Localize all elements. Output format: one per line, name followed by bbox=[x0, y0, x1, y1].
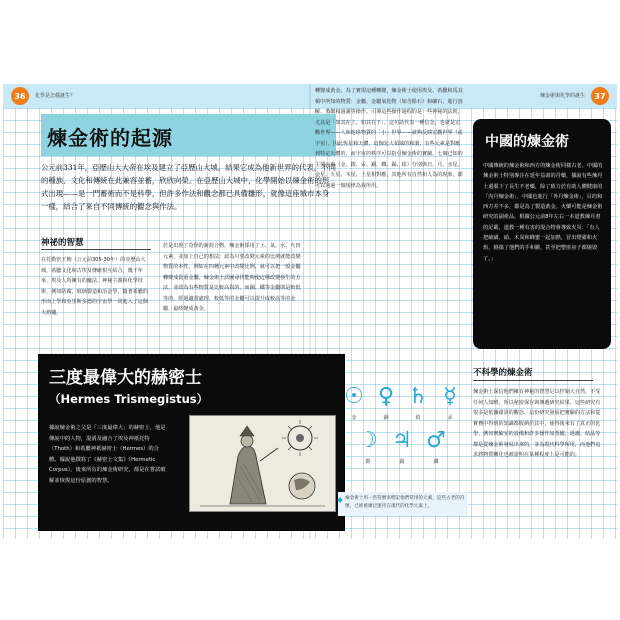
hermes-box bbox=[38, 354, 345, 531]
title-box bbox=[41, 114, 336, 156]
left-running-title: 化學是怎樣誕生？ bbox=[35, 93, 76, 99]
symbol-label: 金 bbox=[351, 415, 357, 421]
heading-rule bbox=[41, 249, 151, 250]
venus-symbol-icon: ♀ bbox=[377, 384, 395, 409]
symbols-caption: 煉金術士用一些符號來標記他們常用的元素，這些古老的符號，已經被廣泛運用在現代的化學元素上。 bbox=[345, 496, 465, 509]
right-page-number: 37 bbox=[591, 87, 609, 105]
symbol-label: 銅 bbox=[383, 415, 389, 421]
mercury-symbol-icon: ☿ bbox=[443, 384, 457, 409]
hermes-subtitle: （Hermes Trismegistus） bbox=[49, 392, 209, 406]
moon-symbol-icon: ☽ bbox=[358, 428, 378, 453]
hermes-engraving-image bbox=[189, 415, 336, 512]
unscientific-heading: 不科學的煉金術 bbox=[473, 368, 533, 378]
symbol-label: 鐵 bbox=[433, 459, 439, 465]
saturn-symbol-icon: ♄ bbox=[408, 384, 428, 409]
jupiter-symbol-icon: ♃ bbox=[392, 428, 412, 453]
symbols-caption-box bbox=[338, 492, 468, 516]
heading-rule bbox=[473, 380, 593, 381]
mystic-column-b: 於是出現了奇怪的新混合物。煉金術採用了土、氣、水、火四元素，並加上自己的想法：認為只要改變元素的比例就能改變物質的本性。例如在四種元素中改變比例，就可以把一般金屬轉變成貴重金屬。煉金術士試圖尋找能夠使這種改變發生的方法，並認為有些物質是比較高貴的，而銅、鐵等金屬則是較低等的，經過適當處理，較低等的金屬可以提升成較高等的金屬，最終變成黃金。 bbox=[163, 243, 301, 312]
sun-symbol-icon: ☉ bbox=[344, 384, 364, 409]
mystic-column-a: 在托勒密王朝（公元前305-30年）的亞歷山大城，希臘文化和古埃及傳統相互結合。幾千年來，埃及人所擁有的魔法、神秘主義和化學技術，例如防腐、玻璃製造和冶金學，隨著希臘的形而上學和亞里斯多德的宇宙學一同進入了這個大熔爐。 bbox=[41, 257, 148, 316]
unscientific-text: 煉金術士深信他們擁有神秘的智慧足以控制大自然，不受任何人知曉，所以秘密保存與傳遞研究結果。這些研究有很多是依據錯誤的觀念，這份研究發展把實驗的方法和從實務中得到的知識都收納於其中，使得後來有了真正的化學。例如實驗室的設備和許多操作如蒸餾、過濾、結晶等都是從煉金術發展出來的，並為現代科學所用，而他們追求將物質轉化也被證明在某種程度上是可能的。 bbox=[473, 389, 601, 458]
symbol-label: 鉛 bbox=[415, 415, 421, 421]
symbol-label: 銀 bbox=[365, 459, 371, 465]
china-alchemy-box bbox=[473, 119, 611, 349]
hermes-text: 據說煉金術之父是「三度最偉大」的赫密士，他是傳說中的人物，混淆及融合了埃及神祇托特（Thoth）和希臘神祇赫密士（Hermes）的合體。據說他撰寫了《赫密士文集》（Hermetic Corpus），後來所有的煉金術研究，都是在嘗試破解並恢復這份原創的智慧。 bbox=[49, 425, 166, 484]
intro-paragraph: 公元前331年，亞歷山大大帝在埃及建立了亞歷山大城。結果它成為他新世界的代表，不同的種族、文化和傳統在此兼容並蓄，欣欣向榮。在亞歷山大城中，化學開始以煉金術的形式出現——是一門蓄術而不是科學，但許多作法和觀念都已具備雛形，就像這座城市本身一樣，結合了來自不同傳統的觀念與作法。 bbox=[41, 163, 336, 211]
mars-symbol-icon: ♂ bbox=[426, 428, 446, 453]
symbol-label: 汞 bbox=[447, 415, 453, 421]
mystic-heading: 神祕的智慧 bbox=[41, 238, 84, 248]
china-text: 中國傳統的煉金術和西方的煉金術同樣古老。中國的煉金術士特別專注在延年益壽的丹藥，據說有些煉丹士還服下了長生不老藥，除了致力於有助人體健康的「內丹煉金術」，中國也進行「外丹煉金術」，目的和西方差不多，都是為了製造黃金。火藥可能是煉金術研究的副產品，根據公元前8年左右一本道教練丹書的記載，道教一種有害的混合物會導致火災：「有人把硫磺、硝、木炭和蜂蜜一起加熱，冒出煙霧和火焰，燒傷了他們的手和臉，甚至把整座房子都燒毀了。」 bbox=[483, 163, 603, 262]
right-column-text: 轉變成黃金。為了實現這種轉變，煉金術士使用埃及、希臘和馬其頓中所知的物質：金屬、金屬氧化物（如含鉛石）和礦石，進行溶解、蒸餾和過濾等操作。引導這些操作過程的是一些神秘的法則，尤其是「如其在上，如其在下」。這句話代表一種信念，也就是宏觀世界——人和地球物質的「小」世界——就夠反映宏觀世界（或宇宙）。因此恆星和天體，這個宏大領域的和諧，有些元素是對應到特定天體的，而宇宙的秩序可以指引煉金術的實驗。七個已知的主要元素（金、銀、汞、銅、鐵、錫、鉛）分別與日、月、水星、金星、火星、木星、土星相對應，其他所有自然和人為的現象，都可以通過一個規律為我所用。 bbox=[315, 88, 463, 189]
page-title: 煉金術的起源 bbox=[47, 126, 173, 150]
hermes-title: 三度最偉大的赫密士 bbox=[49, 368, 202, 388]
right-running-title: 煉金術與化學的誕生 bbox=[539, 93, 585, 99]
book-spread bbox=[3, 84, 617, 539]
symbol-label: 錫 bbox=[399, 459, 405, 465]
caption-diamond-icon bbox=[337, 497, 343, 503]
left-page-number: 36 bbox=[11, 87, 29, 105]
china-title: 中國的煉金術 bbox=[485, 134, 569, 150]
